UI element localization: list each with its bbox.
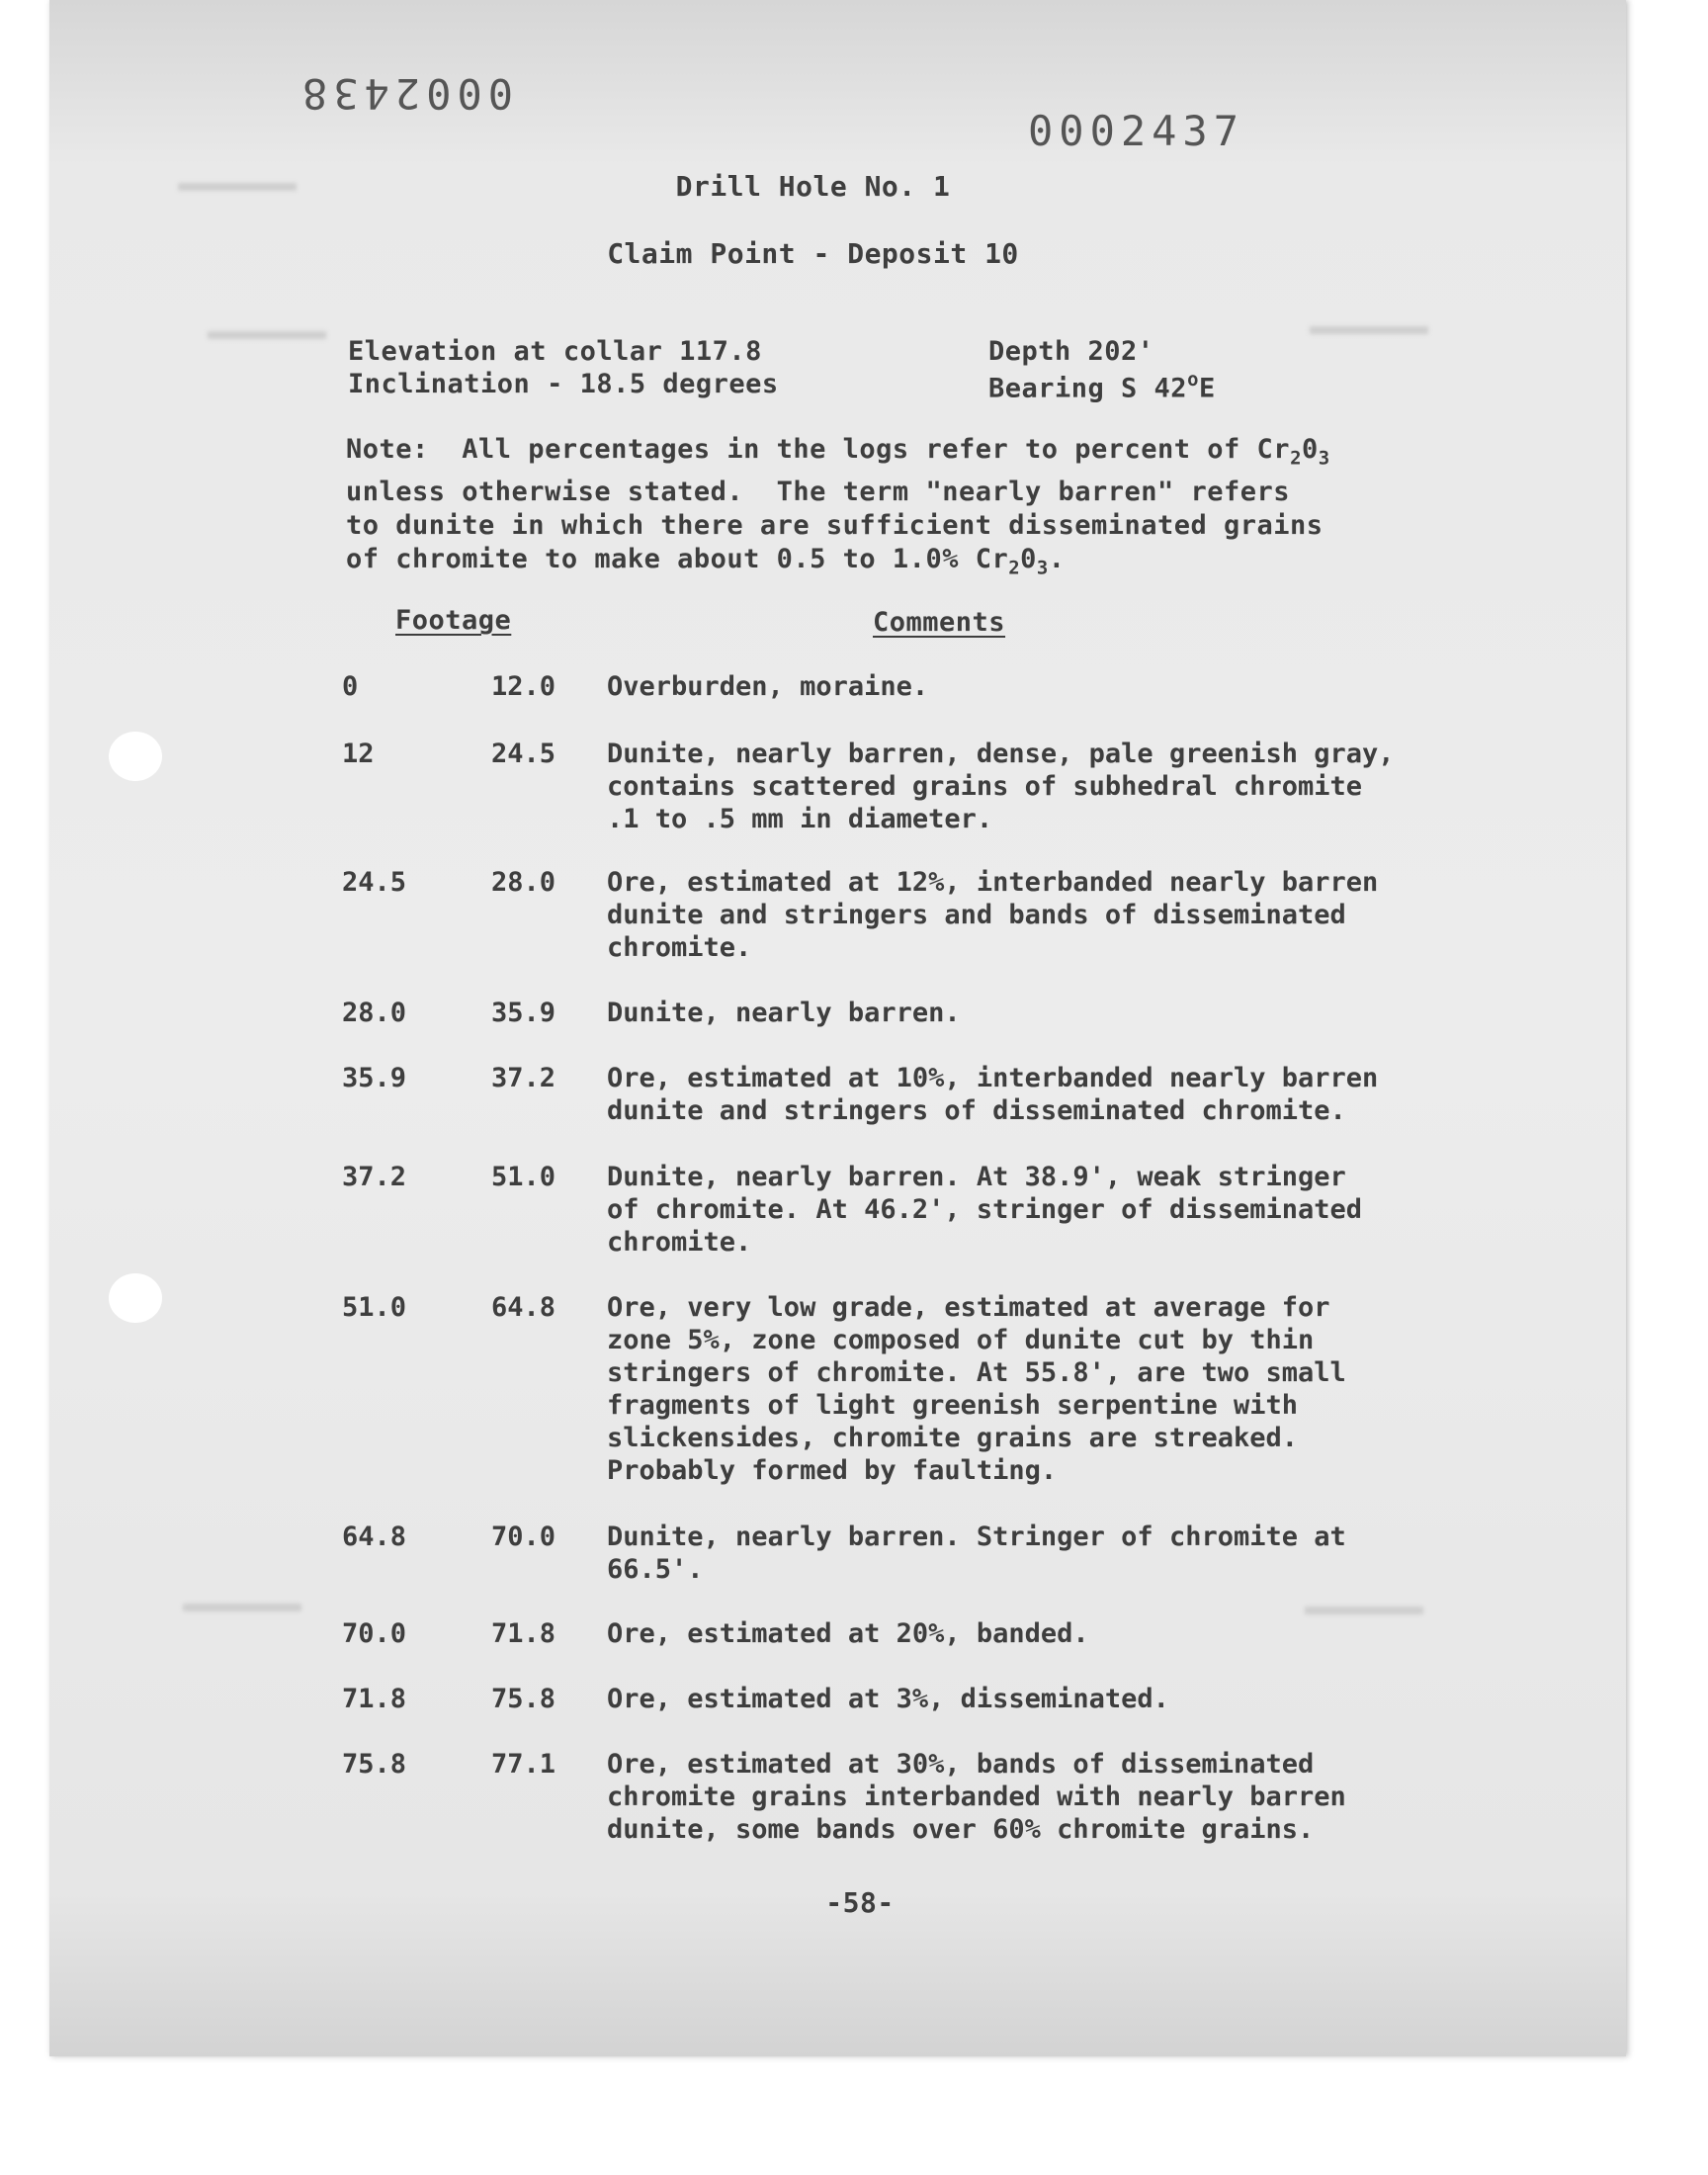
footage-from: 64.8	[342, 1522, 407, 1552]
depth-text: Depth 202'	[988, 336, 1154, 367]
inclination-text: Inclination - 18.5 degrees	[348, 369, 779, 399]
footage-to: 37.2	[491, 1063, 556, 1093]
log-comment: Ore, very low grade, estimated at average for zone 5%, zone composed of dunite cut by thin stringers of chromite. At 55.8', are two small fragments of light greenish serpentine with slickensides, chromite grains are streaked. Probably formed by faulting.	[607, 1292, 1346, 1486]
punch-hole	[109, 732, 162, 781]
column-header-footage: Footage	[395, 605, 512, 636]
document-stamp-number: 0002437	[1028, 107, 1245, 155]
subscript: 3	[1036, 557, 1049, 579]
footage-to: 24.5	[491, 739, 556, 769]
punch-hole	[109, 1273, 162, 1323]
bearing-value: Bearing S 42	[988, 373, 1188, 404]
footage-to: 70.0	[491, 1522, 556, 1552]
column-header-comments: Comments	[873, 607, 1006, 638]
footage-to: 28.0	[491, 867, 556, 898]
footage-to: 12.0	[491, 671, 556, 702]
document-title: Drill Hole No. 1	[675, 170, 951, 203]
note-text: Note: All percentages in the logs refer to percent of Cr	[346, 434, 1291, 465]
footage-from: 12	[342, 739, 375, 769]
subscript: 2	[1290, 447, 1302, 470]
footage-to: 51.0	[491, 1162, 556, 1192]
note-paragraph	[346, 433, 1394, 584]
log-comment: Ore, estimated at 30%, bands of disseminated chromite grains interbanded with nearly barren dunite, some bands over 60% chromite grains.	[607, 1749, 1346, 1845]
note-text: .	[1048, 543, 1066, 574]
footage-from: 37.2	[342, 1162, 407, 1192]
page-number: -58-	[825, 1886, 895, 1919]
scan-smudge	[208, 331, 326, 339]
log-comment: Overburden, moraine.	[607, 671, 929, 702]
bearing-text	[988, 369, 1216, 403]
log-comment: Ore, estimated at 20%, banded.	[607, 1618, 1089, 1649]
log-comment: Ore, estimated at 12%, interbanded nearly barren dunite and stringers and bands of disseminated chromite.	[607, 867, 1379, 963]
degree-mark: o	[1187, 369, 1199, 391]
footage-to: 77.1	[491, 1749, 556, 1780]
footage-from: 0	[342, 671, 359, 702]
log-comment: Dunite, nearly barren.	[607, 998, 961, 1028]
log-comment: Dunite, nearly barren, dense, pale greenish gray, contains scattered grains of subhedral chromite .1 to .5 mm in diameter.	[607, 739, 1395, 834]
scan-smudge	[1305, 1607, 1423, 1614]
document-subtitle: Claim Point - Deposit 10	[607, 237, 1019, 270]
note-text: 0	[1301, 434, 1319, 465]
log-comment: Ore, estimated at 10%, interbanded nearly barren dunite and stringers of disseminated chromite.	[607, 1063, 1379, 1126]
scan-smudge	[1310, 326, 1428, 334]
footage-from: 28.0	[342, 998, 407, 1028]
footage-from: 71.8	[342, 1684, 407, 1714]
subscript: 3	[1318, 447, 1330, 470]
footage-to: 64.8	[491, 1292, 556, 1323]
note-text: unless otherwise stated. The term "nearly barren" refers to dunite in which there are sufficient disseminated grains of chromite to make about 0.5 to 1.0% Cr	[346, 476, 1324, 574]
footage-to: 71.8	[491, 1618, 556, 1649]
footage-from: 24.5	[342, 867, 407, 898]
footage-to: 35.9	[491, 998, 556, 1028]
bearing-direction: E	[1198, 373, 1216, 404]
log-comment: Dunite, nearly barren. Stringer of chromite at 66.5'.	[607, 1522, 1346, 1585]
footage-to: 75.8	[491, 1684, 556, 1714]
log-comment: Dunite, nearly barren. At 38.9', weak stringer of chromite. At 46.2', stringer of disseminated chromite.	[607, 1162, 1363, 1258]
footage-from: 75.8	[342, 1749, 407, 1780]
subscript: 2	[1008, 557, 1021, 579]
footage-from: 70.0	[342, 1618, 407, 1649]
note-text: 0	[1020, 543, 1037, 574]
document-stamp-upside-down: 0002438	[297, 69, 514, 118]
footage-from: 51.0	[342, 1292, 407, 1323]
footage-from: 35.9	[342, 1063, 407, 1093]
scan-smudge	[183, 1604, 301, 1611]
elevation-text: Elevation at collar 117.8	[348, 336, 762, 367]
log-comment: Ore, estimated at 3%, disseminated.	[607, 1684, 1169, 1714]
